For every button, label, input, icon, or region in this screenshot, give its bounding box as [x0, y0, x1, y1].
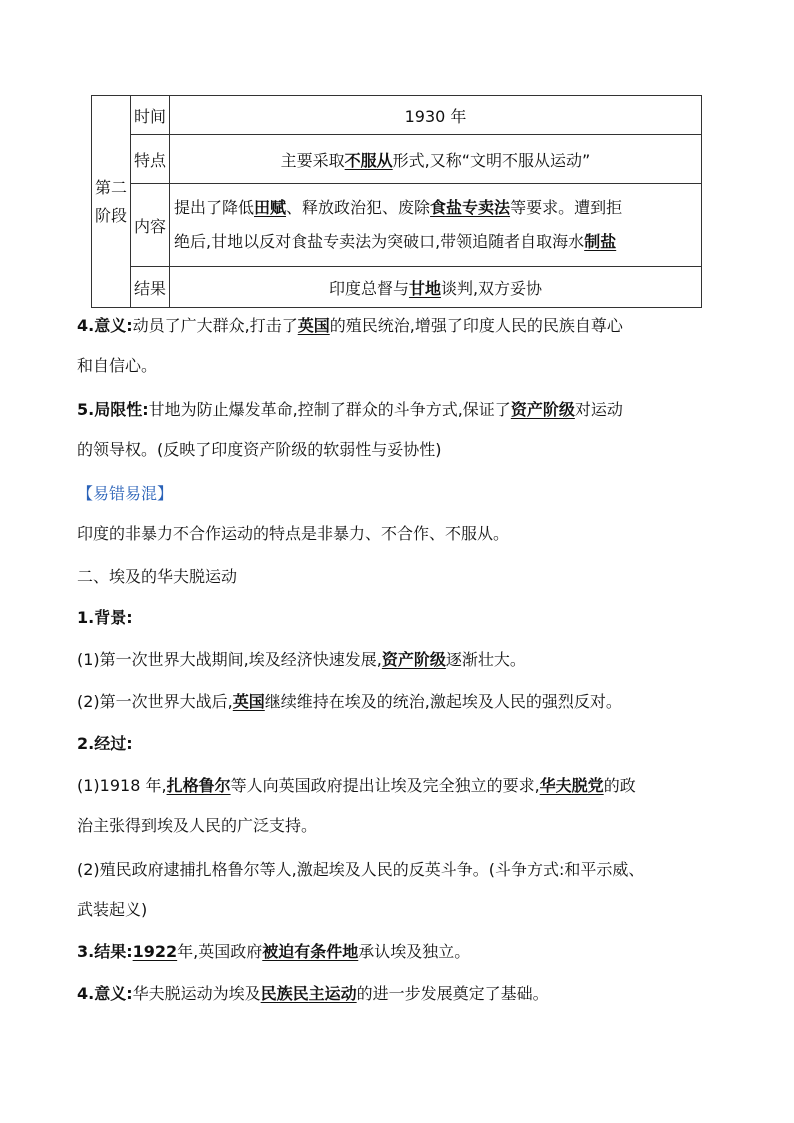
- text-span: 动员了广大群众,打击了: [132, 316, 298, 335]
- text-span: 提出了降低: [174, 198, 255, 217]
- row-value-content: [170, 184, 702, 267]
- process-point1-line1: [77, 774, 636, 798]
- table-row: [92, 135, 702, 184]
- process-heading: 2.经过:: [77, 734, 133, 753]
- background-heading: 1.背景:: [77, 608, 133, 627]
- text-span: (1)第一次世界大战期间,埃及经济快速发展,: [77, 650, 382, 669]
- text-span: (2)第一次世界大战后,: [77, 692, 233, 711]
- background-point2: [77, 690, 622, 714]
- text-span: 等要求。遭到拒: [510, 198, 623, 217]
- table-row: [92, 184, 702, 267]
- process-point2-line2: 武装起义): [77, 900, 148, 919]
- keyword: 扎格鲁尔: [166, 776, 231, 795]
- keyword: 资产阶级: [381, 650, 446, 669]
- table-row: [92, 267, 702, 308]
- row-label-time: 时间: [131, 96, 170, 135]
- process-point1-line2: 治主张得到埃及人民的广泛支持。: [77, 816, 318, 835]
- row-label-content: 内容: [131, 184, 170, 267]
- row-value-result: [170, 267, 702, 308]
- keyword: 1922: [132, 942, 178, 961]
- keyword: 食盐专卖法: [430, 198, 511, 217]
- result-line: [77, 940, 470, 964]
- significance-line2: 和自信心。: [77, 356, 158, 375]
- text-span: 甘地为防止爆发革命,控制了群众的斗争方式,保证了: [148, 400, 511, 419]
- row-label-result: 结果: [131, 267, 170, 308]
- item-number: 4.意义:: [77, 984, 133, 1003]
- row-label-feature: 特点: [131, 135, 170, 184]
- keyword: 田赋: [254, 198, 287, 217]
- keyword: 英国: [297, 316, 330, 335]
- group-label-line2: 阶段: [94, 205, 127, 225]
- text-span: 华夫脱运动为埃及: [132, 984, 261, 1003]
- limitation-line2: 的领导权。(反映了印度资产阶级的软弱性与妥协性): [77, 440, 442, 459]
- second-stage-table: [91, 95, 702, 308]
- text-span: 逐渐壮大。: [445, 650, 526, 669]
- text-span: 谈判,双方妥协: [440, 278, 543, 298]
- table-row: [92, 96, 702, 135]
- group-cell: [92, 96, 131, 308]
- section-title: 二、埃及的华夫脱运动: [77, 567, 238, 586]
- keyword: 英国: [232, 692, 265, 711]
- text-span: (1)1918 年,: [77, 776, 167, 795]
- tip-text: 印度的非暴力不合作运动的特点是非暴力、不合作、不服从。: [77, 524, 510, 543]
- text-span: 的殖民统治,增强了印度人民的民族自尊心: [329, 316, 623, 335]
- group-label-line1: 第二: [94, 177, 127, 197]
- significance-line1: [77, 314, 623, 338]
- text-span: 的政: [603, 776, 636, 795]
- text-span: 承认埃及独立。: [358, 942, 471, 961]
- limitation-line1: [77, 398, 623, 422]
- row-value-time: 1930 年: [170, 96, 702, 135]
- text-span: 形式,又称“文明不服从运动”: [392, 150, 591, 170]
- keyword: 被迫有条件地: [262, 942, 359, 961]
- text-span: 印度总督与: [328, 278, 409, 298]
- text-span: 、释放政治犯、废除: [286, 198, 431, 217]
- text-span: 年,英国政府: [177, 942, 263, 961]
- text-span: 对运动: [574, 400, 623, 419]
- keyword: 资产阶级: [510, 400, 575, 419]
- item-number: 5.局限性:: [77, 400, 149, 419]
- text-span: 继续维持在埃及的统治,激起埃及人民的强烈反对。: [264, 692, 622, 711]
- background-point1: [77, 648, 526, 672]
- keyword: 华夫脱党: [539, 776, 604, 795]
- text-span: 等人向英国政府提出让埃及完全独立的要求,: [230, 776, 540, 795]
- significance2-line: [77, 982, 549, 1006]
- keyword: 制盐: [584, 232, 617, 251]
- text-span: 主要采取: [280, 150, 345, 170]
- keyword: 甘地: [408, 278, 441, 298]
- keyword: 不服从: [344, 150, 393, 170]
- row-value-feature: [170, 135, 702, 184]
- tip-label: 【易错易混】: [77, 484, 174, 503]
- item-number: 3.结果:: [77, 942, 133, 961]
- process-point2-line1: (2)殖民政府逮捕扎格鲁尔等人,激起埃及人民的反英斗争。(斗争方式:和平示威、: [77, 860, 645, 879]
- keyword: 民族民主运动: [260, 984, 357, 1003]
- text-span: 绝后,甘地以反对食盐专卖法为突破口,带领追随者自取海水: [174, 232, 585, 251]
- item-number: 4.意义:: [77, 316, 133, 335]
- text-span: 的进一步发展奠定了基础。: [356, 984, 549, 1003]
